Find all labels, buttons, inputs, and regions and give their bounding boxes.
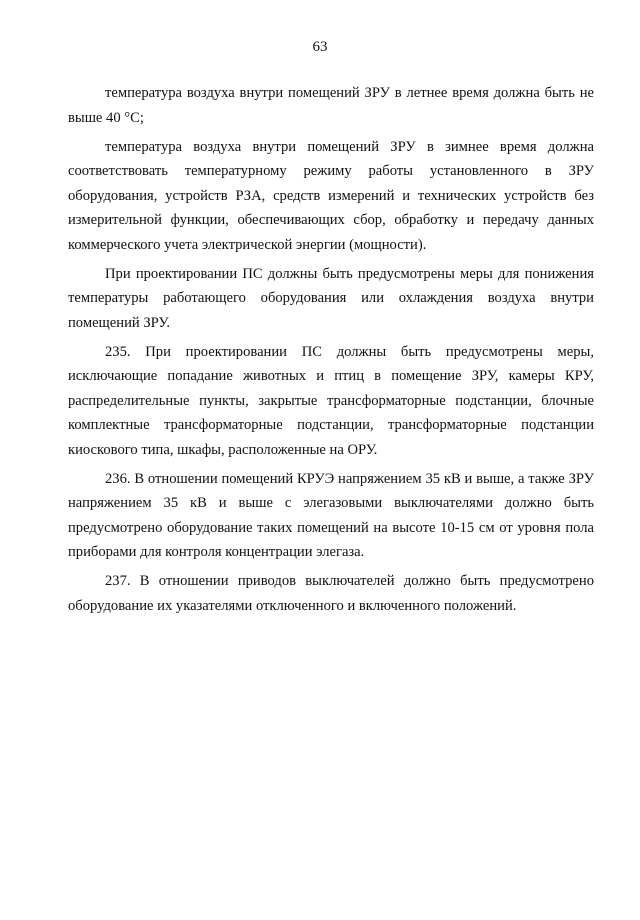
paragraph-237: 237. В отношении приводов выключателей должно быть предусмотрено оборудование их указателями отключенного и включенного положений. xyxy=(68,573,594,614)
paragraph-cooling-measures: При проектировании ПС должны быть предусмотрены меры для понижения температуры работающего оборудования или охлаждения воздуха внутри помещений ЗРУ. xyxy=(68,265,594,331)
paragraph-236: 236. В отношении помещений КРУЭ напряжением 35 кВ и выше, а также ЗРУ напряжением 35 кВ и выше с элегазовыми выключателями должно быть предусмотрено оборудование таких помещений на высоте 10-15 см от уровня пола приборами для контроля концентрации элегаза. xyxy=(68,470,594,560)
paragraph-summer-temperature: температура воздуха внутри помещений ЗРУ в летнее время должна быть не выше 40 °С; xyxy=(68,85,594,126)
page-number: 63 xyxy=(312,39,328,55)
paragraph-235: 235. При проектировании ПС должны быть предусмотрены меры, исключающие попадание животных и птиц в помещение ЗРУ, камеры КРУ, распределительные пункты, закрытые трансформаторные подстанции, блочные комплектные трансформаторные подстанции, трансформаторные подстанции киоскового типа, шкафы, расположенные на ОРУ. xyxy=(68,343,594,458)
paragraph-winter-temperature: температура воздуха внутри помещений ЗРУ в зимнее время должна соответствовать температурному режиму работы установленного в ЗРУ оборудования, устройств РЗА, средств измерений и технических устройств без измерительной функции, обеспечивающих сбор, обработку и передачу данных коммерческого учета электрической энергии (мощности). xyxy=(68,138,594,253)
document-body xyxy=(68,81,594,623)
